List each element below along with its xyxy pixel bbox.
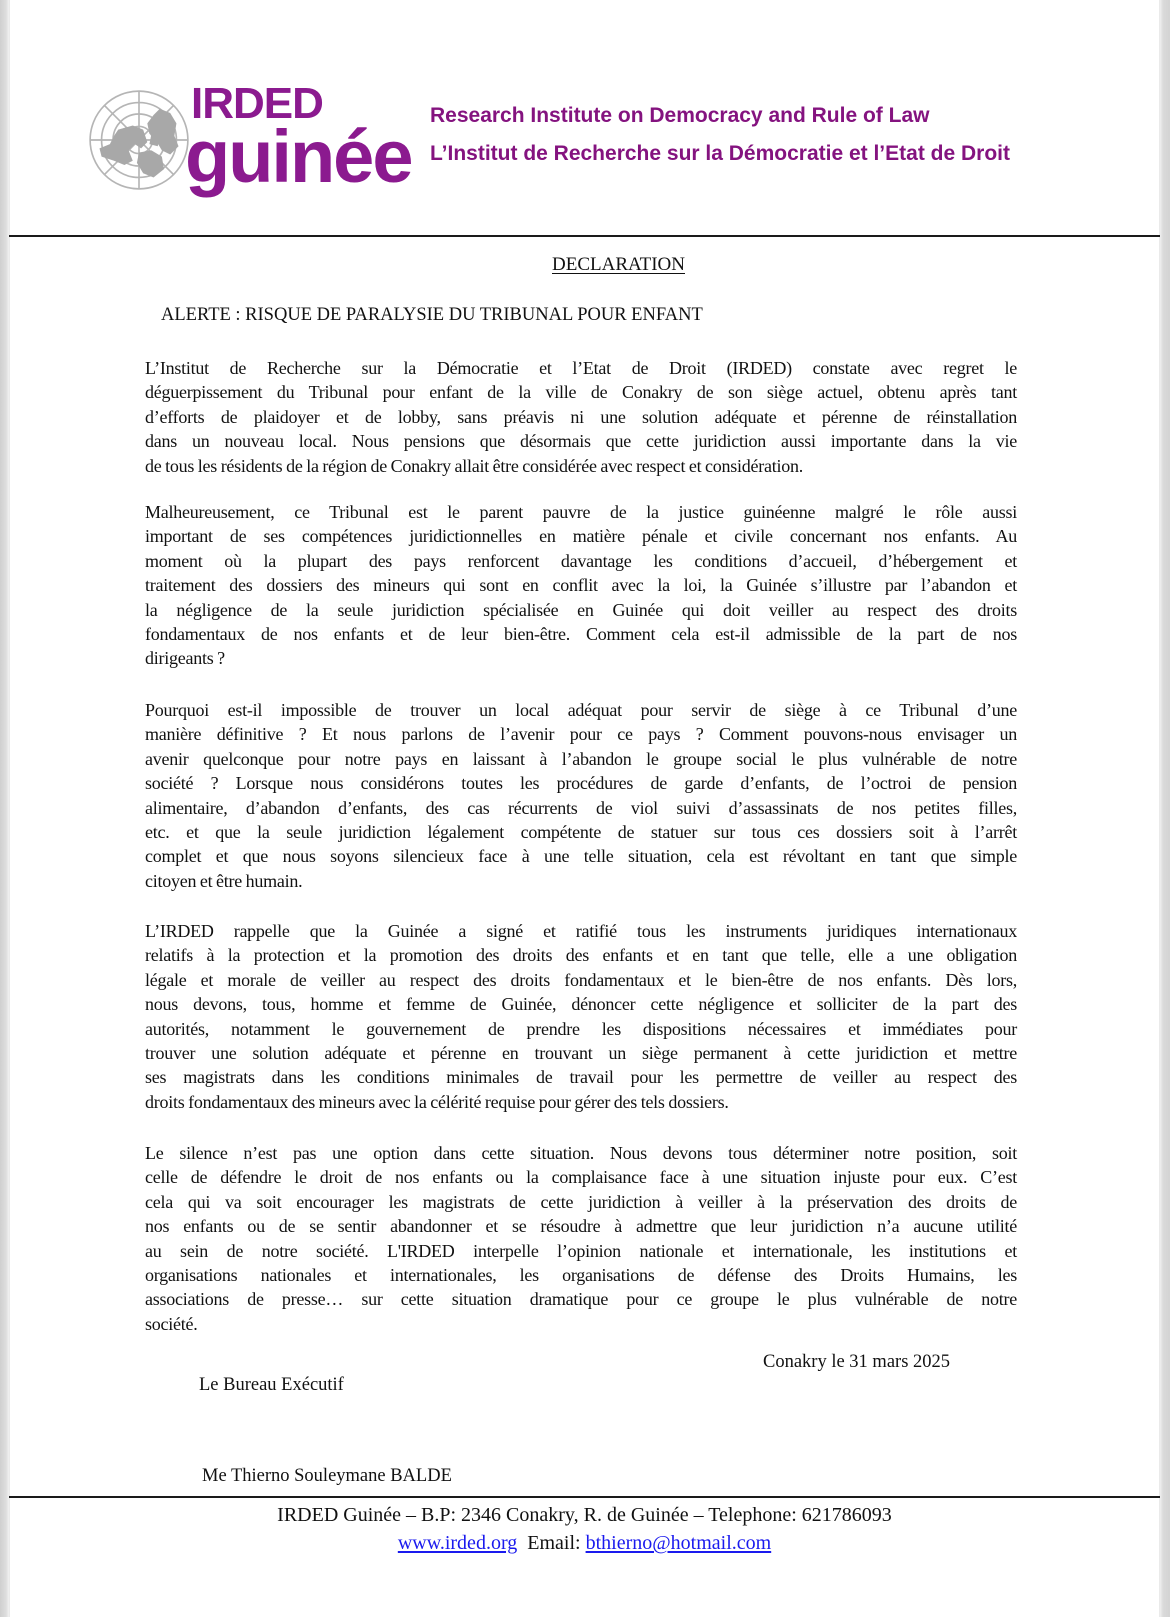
paragraph-line: moment où la plupart des pays renforcent davantage les conditions d’accueil, d’hébergement et [145, 550, 1017, 571]
logo-text-irded: IRDED [191, 79, 323, 128]
paragraph-line: au sein de notre société. L'IRDED interpelle l’opinion nationale et internationale, les institutions et [145, 1240, 1017, 1261]
document-date: Conakry le 31 mars 2025 [763, 1352, 951, 1372]
paragraph-line: société ? Lorsque nous considérons toutes les procédures de garde d’enfants, de l’octroi de pension [145, 773, 1017, 794]
paragraph-line: Malheureusement, ce Tribunal est le parent pauvre de la justice guinéenne malgré le rôle aussi [145, 502, 1017, 522]
paragraph-line: nous devons, tous, homme et femme de Guinée, dénoncer cette négligence et solliciter de la part des [145, 994, 1017, 1015]
paragraph-4 [145, 919, 1017, 1114]
paragraph-line: relatifs à la protection et la promotion des droits des enfants et en tant que telle, elle a une obligation [145, 945, 1017, 966]
paragraph-line: important de ses compétences juridictionnelles en matière pénale et civile concernant nos enfants. Au [145, 526, 1017, 547]
tagline-french: L’Institut de Recherche sur la Démocratie et l’Etat de Droit [430, 142, 1010, 165]
paragraph-line: L’IRDED rappelle que la Guinée a signé et ratifié tous les instruments juridiques internationaux [145, 921, 1017, 941]
paragraph-line: celle de défendre le droit de nos enfants ou la complaisance face à une situation injuste pour eux. C’est [145, 1167, 1017, 1188]
paragraph-line: fondamentaux de nos enfants et de leur bien-être. Comment cela est-il admissible de la part de nos [145, 624, 1017, 645]
document-page [9, 0, 1160, 1617]
paragraph-line: manière définitive ? Et nous parlons de l’avenir pour ce pays ? Comment pouvons-nous envisager un [145, 724, 1017, 745]
viewer-left-edge [0, 0, 9, 1617]
footer-address: IRDED Guinée – B.P: 2346 Conakry, R. de Guinée – Telephone: 621786093 [277, 1504, 892, 1526]
signatory-body: Le Bureau Exécutif [199, 1375, 344, 1395]
document-subtitle: ALERTE : RISQUE DE PARALYSIE DU TRIBUNAL POUR ENFANT [161, 305, 703, 325]
footer-divider [9, 1496, 1160, 1498]
paragraph-line: associations de presse… sur cette situation dramatique pour ce groupe le plus vulnérable de notre [145, 1289, 1017, 1310]
footer-contact [9, 1532, 1160, 1555]
paragraph-line: trouver une solution adéquate et pérenne en trouvant un siège permanent à cette juridiction et mettre [145, 1043, 1017, 1064]
website-link[interactable]: www.irded.org [397, 1532, 518, 1554]
irded-logo [87, 79, 412, 198]
paragraph-5 [145, 1141, 1017, 1336]
document-title: DECLARATION [552, 254, 685, 275]
email-label: Email: [527, 1532, 581, 1554]
logo-text-guinee: guinée [185, 115, 412, 198]
paragraph-line: dans un nouveau local. Nous pensions que désormais que cette juridiction aussi importante dans la vie [145, 431, 1017, 452]
paragraph-line: organisations nationales et internationales, les organisations de défense des Droits Humains, les [145, 1265, 1017, 1286]
paragraph-line: la négligence de la seule juridiction spécialisée en Guinée qui doit veiller au respect des droits [145, 599, 1017, 620]
paragraph-line: déguerpissement du Tribunal pour enfant de la ville de Conakry de son siège actuel, obtenu après tant [145, 382, 1017, 403]
paragraph-line: avenir quelconque pour notre pays en laissant à l’abandon le groupe social le plus vulnérable de notre [145, 748, 1017, 769]
viewer-right-edge [1160, 0, 1170, 1617]
paragraph-line: complet et que nous soyons silencieux face à une telle situation, cela est révoltant en tant que simple [145, 846, 1017, 867]
globe-icon [87, 88, 191, 192]
paragraph-line: de tous les résidents de la région de Conakry allait être considérée avec respect et considération. [145, 455, 803, 476]
paragraph-line: etc. et que la seule juridiction légalement compétente de statuer sur tous ces dossiers soit à l’arrêt [145, 822, 1017, 843]
paragraph-line: droits fondamentaux des mineurs avec la célérité requise pour gérer des tels dossiers. [145, 1091, 729, 1112]
paragraph-2 [145, 500, 1017, 671]
paragraph-line: légale et morale de veiller au respect des droits fondamentaux et le bien-être de nos enfants. Dès lors, [145, 969, 1017, 990]
paragraph-line: citoyen et être humain. [145, 870, 303, 891]
paragraph-1 [145, 356, 1017, 478]
paragraph-line: nos enfants ou de se sentir abandonner et se résoudre à admettre que leur juridiction n’a aucune utilité [145, 1216, 1017, 1237]
signatory-name: Me Thierno Souleymane BALDE [202, 1466, 452, 1486]
paragraph-line: traitement des dossiers des mineurs qui sont en conflit avec la loi, la Guinée s’illustre par l’abandon et [145, 575, 1017, 596]
paragraph-line: dirigeants ? [145, 648, 225, 669]
email-link[interactable]: bthierno@hotmail.com [585, 1532, 772, 1554]
paragraph-line: L’Institut de Recherche sur la Démocratie et l’Etat de Droit (IRDED) constate avec regret le [145, 358, 1017, 378]
header-divider [9, 235, 1160, 237]
paragraph-line: cela qui va soit encourager les magistrats de cette juridiction à veiller à la préservation des droits de [145, 1191, 1017, 1212]
tagline-english: Research Institute on Democracy and Rule of Law [430, 104, 930, 127]
paragraph-line: Pourquoi est-il impossible de trouver un local adéquat pour servir de siège à ce Tribunal d’une [145, 700, 1017, 720]
paragraph-line: d’efforts de plaidoyer et de lobby, sans préavis ni une solution adéquate et pérenne de réinstallation [145, 406, 1017, 427]
paragraph-line: société. [145, 1313, 198, 1334]
paragraph-3 [145, 698, 1017, 893]
paragraph-line: ses magistrats dans les conditions minimales de travail pour les permettre de veiller au respect des [145, 1067, 1017, 1088]
paragraph-line: Le silence n’est pas une option dans cette situation. Nous devons tous déterminer notre position, soit [145, 1143, 1017, 1163]
paragraph-line: alimentaire, d’abandon d’enfants, des cas récurrents de viol suivi d’assassinats de nos petites filles, [145, 797, 1017, 818]
paragraph-line: autorités, notamment le gouvernement de prendre les dispositions nécessaires et immédiates pour [145, 1018, 1017, 1039]
